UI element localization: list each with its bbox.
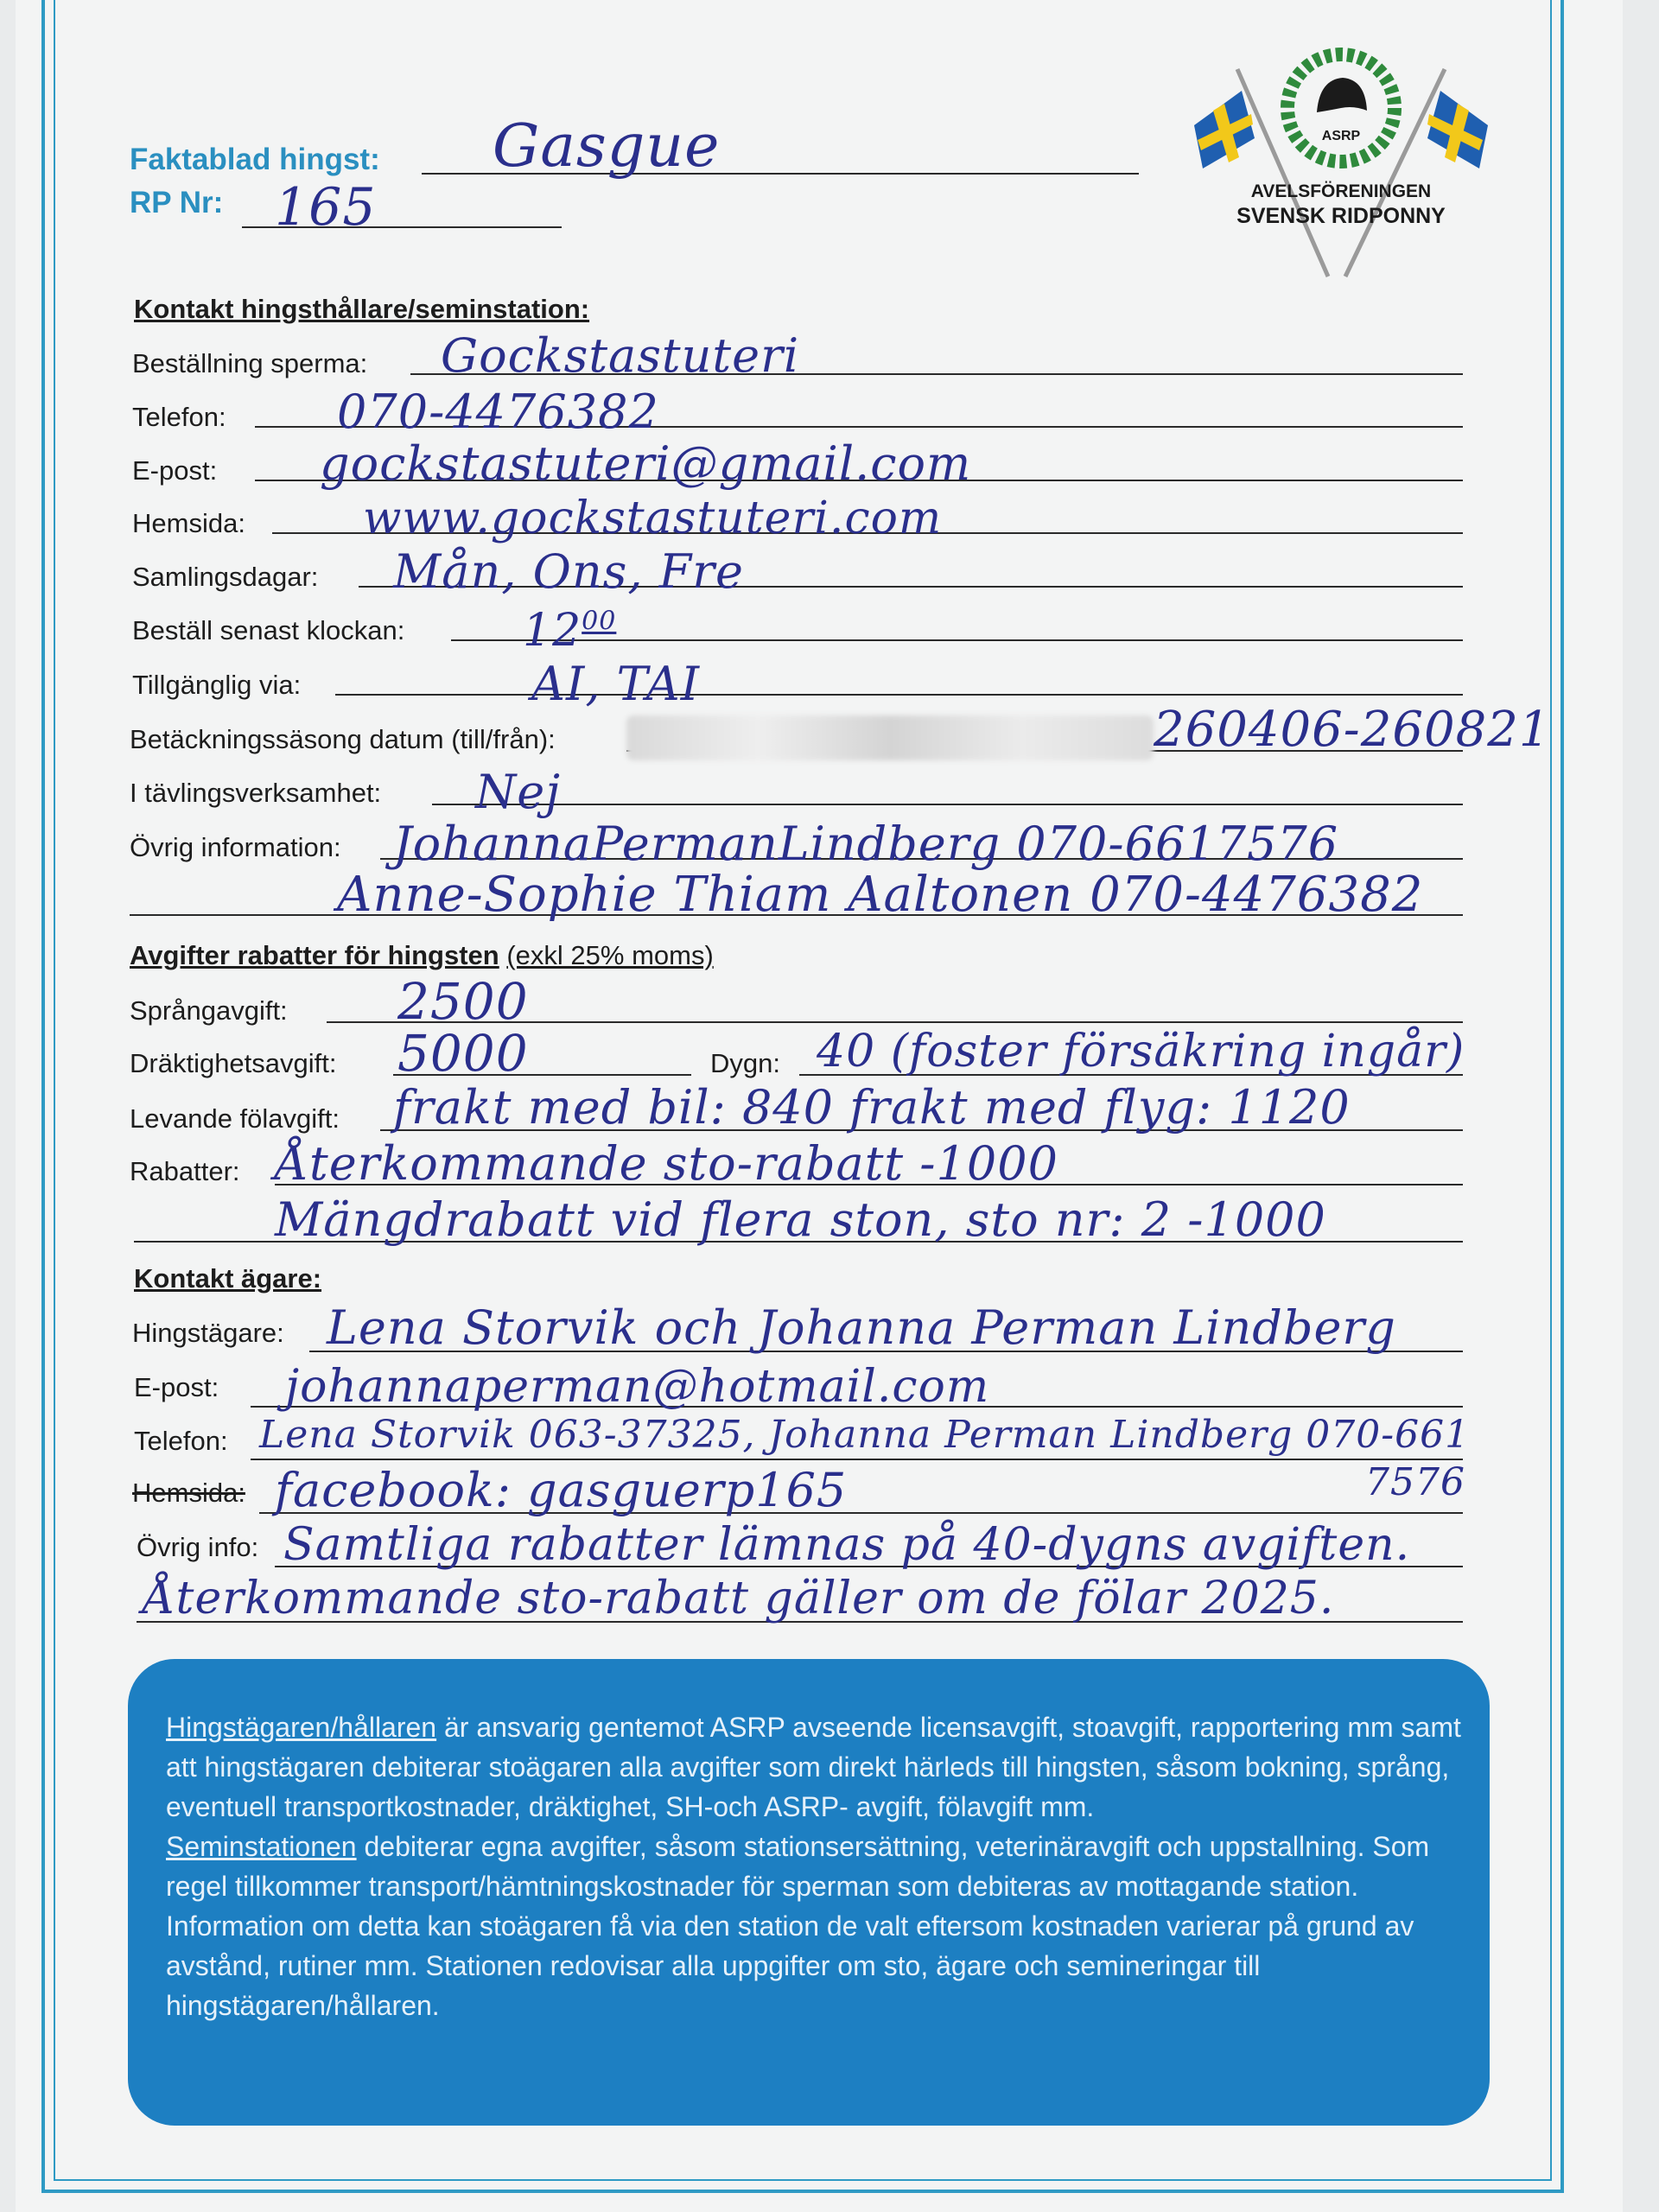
field-line [251, 1459, 1463, 1460]
logo-org-line1: AVELSFÖRENINGEN [1250, 181, 1432, 201]
field-label-bestall-senast: Beställ senast klockan: [132, 615, 405, 645]
field-value-owner-epost: johannaperman@hotmail.com [285, 1361, 990, 1413]
section-heading-fees: Avgifter rabatter för hingsten (exkl 25% moms) [130, 940, 714, 970]
field-value-telefon: 070-4476382 [337, 385, 659, 439]
info-lead-hingstagaren: Hingstägaren/hållaren [166, 1712, 437, 1743]
section-heading-holder: Kontakt hingsthållare/seminstation: [134, 294, 590, 324]
field-value-hingstagare: Lena Storvik och Johanna Perman Lindberg [327, 1300, 1396, 1355]
field-label-betackningssasong: Betäckningssäsong datum (till/från): [130, 724, 556, 754]
info-box [128, 1659, 1490, 2126]
field-value-owner-telefon: Lena Storvik 063-37325, Johanna Perman Lindberg 070-661 [259, 1413, 1471, 1457]
field-label-ovrig-information: Övrig information: [130, 832, 341, 862]
field-line [335, 694, 1463, 696]
faktablad-label: Faktablad hingst: [130, 143, 380, 176]
field-label-hemsida-struck: Hemsida: [132, 1478, 245, 1508]
redacted-area [626, 715, 1154, 760]
field-value-owner-hemsida: facebook: gasguerp165 [275, 1463, 848, 1517]
field-value-tillganglig: AI, TAI [531, 657, 701, 711]
field-label-samlingsdagar: Samlingsdagar: [132, 562, 319, 592]
field-label-telefon: Telefon: [132, 402, 226, 432]
field-label-epost: E-post: [132, 455, 218, 486]
field-value-bestallning: Gockstastuteri [441, 328, 800, 383]
field-label-tavling: I tävlingsverksamhet: [130, 778, 382, 808]
field-value-ovrig-info-1: Samtliga rabatter lämnas på 40-dygns avgiften. [283, 1519, 1411, 1571]
rp-number: 165 [275, 177, 377, 238]
field-label-owner-telefon: Telefon: [134, 1426, 228, 1456]
field-label-bestallning: Beställning sperma: [132, 348, 368, 378]
rp-label: RP Nr: [130, 186, 224, 219]
section-heading-owner: Kontakt ägare: [134, 1263, 322, 1294]
field-value-bestall-senast: $12^{00}$ [523, 605, 617, 657]
field-label-hemsida: Hemsida: [132, 508, 245, 538]
field-value-ovrig-info-2: Återkommande sto-rabatt gäller om de fölar 2025. [143, 1573, 1335, 1624]
field-value-hemsida: www.gockstastuteri.com [363, 493, 943, 544]
field-value-samlingsdagar: Mån, Ons, Fre [393, 544, 744, 599]
stallion-name: Gasgue [493, 112, 721, 181]
asrp-logo [1177, 43, 1505, 294]
info-paragraph-1: är ansvarig gentemot ASRP avseende licensavgift, stoavgift, rapportering mm samt att hingstägaren debiterar stoägaren alla avgifter som direkt härleds till hingsten, såsom bokning, språng, eventuell transportkostnader, dräktighet, SH-och ASRP- avgift, fölavgift mm. [166, 1712, 1461, 1822]
field-value-owner-telefon-cont: 7576 [1365, 1460, 1465, 1504]
field-value-dygn: 40 (foster försäkring ingår) [817, 1026, 1465, 1077]
field-value-betackningssasong: 260406-260821 [1154, 702, 1551, 758]
field-value-tavling: Nej [475, 765, 561, 819]
logo-org-line2: SVENSK RIDPONNY [1236, 204, 1446, 228]
info-paragraph-2: debiterar egna avgifter, såsom stationsersättning, veterinäravgift och uppstallning. Som regel tillkommer transport/hämtningskostnader för sperman som debiteras av mottagande station. Information om detta kan stoägaren få via den station de valt eftersom kostnaden varierar på grund av avstånd, rutiner mm. Stationen redovisar alla uppgifter om sto, ägare och semineringar till hingstägaren/hållaren. [166, 1831, 1430, 2021]
info-lead-seminstationen: Seminstationen [166, 1831, 357, 1862]
field-value-levande: frakt med bil: 840 frakt med flyg: 1120 [393, 1080, 1351, 1135]
field-label-draktighet: Dräktighetsavgift: [130, 1048, 337, 1078]
field-label-rabatter: Rabatter: [130, 1156, 240, 1186]
field-value-epost: gockstastuteri@gmail.com [320, 436, 972, 491]
field-label-sprang: Språngavgift: [130, 995, 288, 1026]
field-line [432, 804, 1463, 805]
field-label-hingstagare: Hingstägare: [132, 1318, 284, 1348]
field-label-dygn: Dygn: [710, 1048, 780, 1078]
field-label-owner-epost: E-post: [134, 1372, 219, 1402]
field-label-tillganglig: Tillgänglig via: [132, 670, 302, 700]
field-value-rabatter-1: Återkommande sto-rabatt -1000 [275, 1136, 1058, 1191]
field-value-rabatter-2: Mängdrabatt vid flera ston, sto nr: 2 -1000 [275, 1192, 1326, 1247]
field-value-draktighet: 5000 [397, 1024, 529, 1083]
field-value-ovrig-information-2: Anne-Sophie Thiam Aaltonen 070-4476382 [337, 867, 1424, 923]
info-box-text [166, 1707, 1462, 2025]
field-value-ovrig-information-1: JohannaPermanLindberg 070-6617576 [393, 817, 1339, 871]
field-label-levande: Levande fölavgift: [130, 1103, 340, 1134]
field-label-ovrig-info: Övrig info: [137, 1532, 259, 1562]
field-value-sprang: 2500 [397, 972, 529, 1031]
logo-asrp-text: ASRP [1321, 129, 1361, 143]
